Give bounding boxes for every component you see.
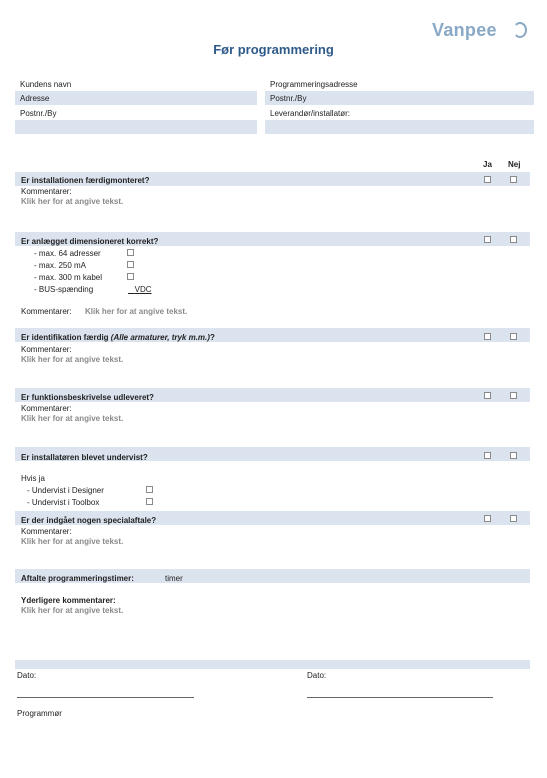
supplier-field[interactable] <box>265 120 534 134</box>
postal-field[interactable] <box>15 120 257 134</box>
question-identification-note: (Alle armaturer, tryk m.m.) <box>110 333 210 342</box>
comment-input-2[interactable]: Klik her for at angive tekst. <box>85 307 188 316</box>
address-field[interactable] <box>15 91 257 105</box>
comment-input-1[interactable]: Klik her for at angive tekst. <box>21 197 124 206</box>
comment-label-2: Kommentarer: <box>21 307 72 316</box>
checkbox-q3-no[interactable] <box>510 333 517 340</box>
date-label-right: Dato: <box>307 671 327 680</box>
postal-label: Postnr./By <box>20 109 57 118</box>
question-description: Er funktionsbeskrivelse udleveret? <box>21 393 154 402</box>
logo-arc-icon <box>513 22 527 38</box>
vanpee-logo: Vanpee <box>432 20 497 40</box>
checkbox-dim-3[interactable] <box>127 273 134 280</box>
address-label: Adresse <box>20 94 50 103</box>
comment-label-4: Kommentarer: <box>21 404 72 413</box>
checkbox-q4-no[interactable] <box>510 392 517 399</box>
checkbox-q4-yes[interactable] <box>484 392 491 399</box>
supplier-label: Leverandør/installatør: <box>270 109 351 118</box>
column-yes-header: Ja <box>483 160 492 169</box>
comment-input-6[interactable]: Klik her for at angive tekst. <box>21 537 124 546</box>
bottom-band <box>15 660 530 669</box>
prog-postal-label: Postnr./By <box>270 94 307 103</box>
checkbox-toolbox[interactable] <box>146 498 153 505</box>
question-dimensioned: Er anlægget dimensioneret korrekt? <box>21 237 159 246</box>
extra-comments-input[interactable]: Klik her for at angive tekst. <box>21 606 124 615</box>
vdc-field[interactable] <box>128 285 152 294</box>
dimension-item-4: - BUS-spænding <box>34 285 94 294</box>
checkbox-q6-yes[interactable] <box>484 515 491 522</box>
dimension-item-1: - max. 64 adresser <box>34 249 101 258</box>
checkbox-q2-yes[interactable] <box>484 236 491 243</box>
comment-label-6: Kommentarer: <box>21 527 72 536</box>
checkbox-q6-no[interactable] <box>510 515 517 522</box>
question-identification: Er identifikation færdig (Alle armaturer, tryk m.m.)? <box>21 333 215 342</box>
comment-input-4[interactable]: Klik her for at angive tekst. <box>21 414 124 423</box>
prog-address-label: Programmeringsadresse <box>270 80 358 89</box>
agreed-hours-label: Aftalte programmeringstimer: <box>21 574 134 583</box>
signature-line-left[interactable] <box>17 697 194 698</box>
dimension-item-2: - max. 250 mA <box>34 261 87 270</box>
checkbox-q1-yes[interactable] <box>484 176 491 183</box>
checkbox-q2-no[interactable] <box>510 236 517 243</box>
checkbox-q5-yes[interactable] <box>484 452 491 459</box>
question-special-agreement: Er der indgået nogen specialaftale? <box>21 516 157 525</box>
column-no-header: Nej <box>508 160 521 169</box>
comment-input-3[interactable]: Klik her for at angive tekst. <box>21 355 124 364</box>
checkbox-q1-no[interactable] <box>510 176 517 183</box>
checkbox-dim-2[interactable] <box>127 261 134 268</box>
extra-comments-label: Yderligere kommentarer: <box>21 596 116 605</box>
checkbox-q5-no[interactable] <box>510 452 517 459</box>
checkbox-designer[interactable] <box>146 486 153 493</box>
if-yes-label: Hvis ja <box>21 474 46 483</box>
question-installed: Er installationen færdigmonteret? <box>21 176 150 185</box>
training-item-toolbox: - Undervist i Toolbox <box>27 498 100 507</box>
programmer-label: Programmør <box>17 709 62 718</box>
hours-unit[interactable]: timer <box>165 574 183 583</box>
vdc-label: VDC <box>134 285 152 294</box>
date-label-left: Dato: <box>17 671 37 680</box>
dimension-item-3: - max. 300 m kabel <box>34 273 103 282</box>
customer-name-label: Kundens navn <box>20 80 72 89</box>
training-item-designer: - Undervist i Designer <box>27 486 104 495</box>
comment-label-1: Kommentarer: <box>21 187 72 196</box>
comment-label-3: Kommentarer: <box>21 345 72 354</box>
checkbox-q3-yes[interactable] <box>484 333 491 340</box>
question-trained: Er installatøren blevet undervist? <box>21 453 148 462</box>
checkbox-dim-1[interactable] <box>127 249 134 256</box>
page-title: Før programmering <box>213 42 334 57</box>
signature-line-right[interactable] <box>307 697 493 698</box>
